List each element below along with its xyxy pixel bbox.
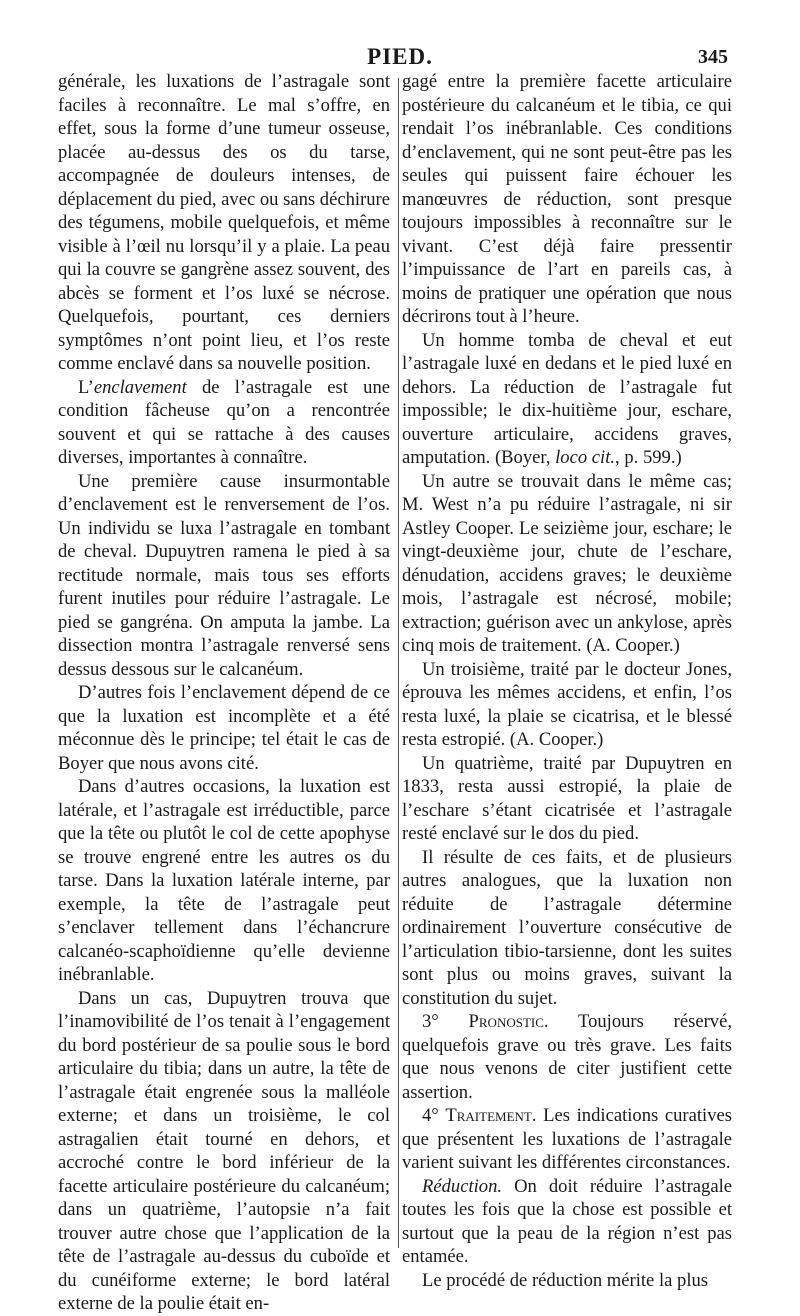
paragraph: Un troisième, traité par le docteur Jones, éprouva les mêmes accidens, et enfin, l’os resta luxé, la plaie se cicatrisa, et le blessé resta estropié. (A. Cooper.) (402, 658, 732, 750)
paragraph: Il résulte de ces faits, et de plusieurs autres analogues, que la luxation non réduite de l’astragale détermine ordinairement l’ouverture consécutive de l’articulation tibio-tarsienne, dont les suites sont plus ou moins graves, suivant la constitution du sujet. (402, 846, 732, 1009)
paragraph: générale, les luxations de l’astragale sont faciles à reconnaître. Le mal s’offre, en effet, sous la forme d’une tumeur osseuse, placée au-dessus des os du tarse, accompagnée de douleurs intenses, de déplacement du pied, avec ou sans déchirure des tégumens, mobile quelquefois, et même visible à l’œil nu lorsqu’il y a plaie. La peau qui la couvre se gangrène assez souvent, des abcès se forment et l’os luxé se nécrose. Quelquefois, pourtant, ces derniers symptômes n’ont point lieu, et l’os reste comme enclavé dans sa nouvelle position. (58, 71, 390, 374)
paragraph: Dans un cas, Dupuytren trouva que l’inamovibilité de l’os tenait à l’engagement du bord postérieur de sa poulie sous le bord articulaire du tibia; dans un autre, la tête de l’astragale était engrenée sous la malléole externe; et dans un troisième, le col astragalien était tourné en dehors, et accroché contre le bord inférieur de la facette articulaire postérieure du calcanéum; dans un quatrième, l’autopsie n’a fait trouver autre chose que l’application de la tête de l’astragale au-dessus du cuboïde et du cunéiforme externe; le bord latéral externe de la poulie était en- (58, 987, 390, 1314)
page-title: PIED. (367, 44, 433, 69)
paragraph: Un homme tomba de cheval et eut l’astragale luxé en dedans et le pied luxé en dehors. La réduction de l’astragale fut impossible; le dix-huitième jour, eschare, ouverture articulaire, accidens graves, amputation. (Boyer, loco cit., p. 599.) (402, 329, 732, 468)
paragraph: L’enclavement de l’astragale est une condition fâcheuse qu’on a rencontrée souvent et qui se rattache à des causes diverses, importantes à connaître. (58, 376, 390, 468)
right-column (402, 70, 732, 1292)
paragraph: Une première cause insurmontable d’enclavement est le renversement de l’os. Un individu se luxa l’astragale en tombant de cheval. Dupuytren ramena le pied à sa rectitude normale, mais tous ses efforts furent inutiles pour réduire l’astragale. Le pied se gangréna. On amputa la jambe. La dissection montra l’astragale renversé sens dessus dessous sur le calcanéum. (58, 470, 390, 680)
section-heading: Pronostic. (468, 1011, 549, 1032)
subsection-heading: Réduction. (422, 1175, 503, 1197)
subsection-reduction: Réduction. On doit réduire l’astragale toutes les fois que la chose est possible et surtout que la peau de la région n’est pas entamée. (402, 1175, 732, 1267)
left-column (58, 70, 390, 1316)
section-traitement: 4° Traitement. Les indications curatives que présentent les luxations de l’astragale varient suivant les différentes circonstances. (402, 1105, 732, 1173)
paragraph: Un quatrième, traité par Dupuytren en 1833, resta aussi estropié, la plaie de l’eschare s’étant cicatrisée et l’astragale resté enclavé sur le dos du pied. (402, 752, 732, 844)
paragraph: Dans d’autres occasions, la luxation est latérale, et l’astragale est irréductible, parce que la tête ou plutôt le col de cette apophyse se trouve engrené entre les autres os du tarse. Dans la luxation latérale interne, par exemple, la tête de l’astragale peut s’enclaver tellement dans l’échancrure calcanéo-scaphoïdienne qu’elle devienne inébranlable. (58, 776, 390, 985)
paragraph: D’autres fois l’enclavement dépend de ce que la luxation est incomplète et a été méconnue dès le principe; tel était le cas de Boyer que nous avons cité. (58, 682, 390, 774)
paragraph: gagé entre la première facette articulaire postérieure du calcanéum et le tibia, ce qui rendait l’os inébranlable. Ces conditions d’enclavement, qui ne sont peut-être pas les seules qui puissent faire échouer les manœuvres de réduction, sont presque toujours impossibles à reconnaître sur le vivant. C’est déjà faire pressentir l’impuissance de l’art en pareils cas, à moins de pratiquer une opération que nous décrirons tout à l’heure. (402, 71, 732, 327)
italic-term: enclavement (93, 376, 187, 398)
page-number: 345 (698, 46, 728, 68)
paragraph: Le procédé de réduction mérite la plus (422, 1269, 709, 1291)
section-heading: Traitement. (445, 1105, 537, 1126)
column-divider (398, 78, 399, 1248)
paragraph: Un autre se trouvait dans le même cas; M. West n’a pu réduire l’astragale, ni sir Astley Cooper. Le seizième jour, eschare; le vingt-deuxième jour, chute de l’eschare, dénudation, accidens graves; le deuxième mois, l’astragale est nécrosé, mobile; extraction; guérison avec un ankylose, après cinq mois de traitement. (A. Cooper.) (402, 470, 732, 656)
section-pronostic: 3° Pronostic. Toujours réservé, quelquefois grave ou très grave. Les faits que nous venons de citer justifient cette assertion. (402, 1011, 732, 1103)
citation-reference: loco cit. (555, 447, 616, 468)
